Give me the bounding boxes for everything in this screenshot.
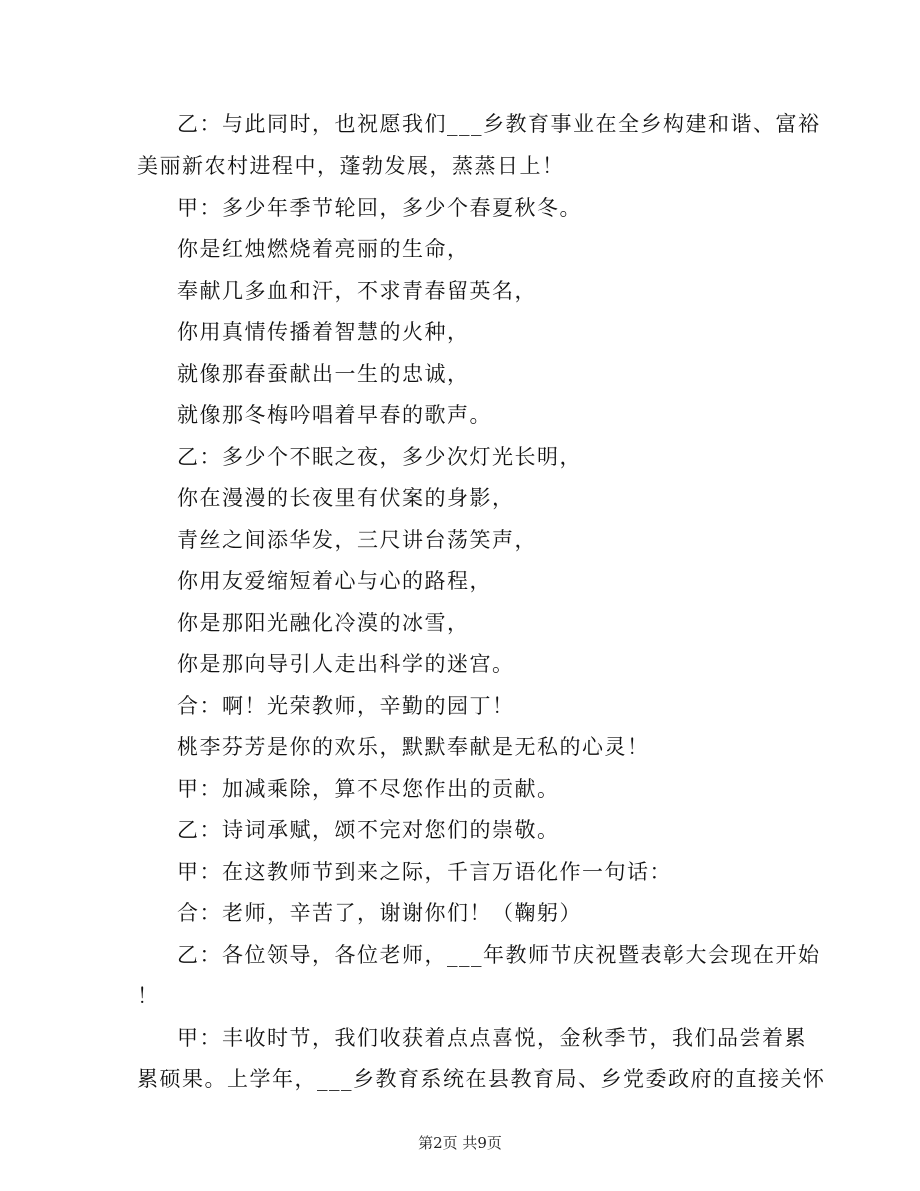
- text-line: 就像那春蚕献出一生的忠诚，: [177, 362, 470, 386]
- text-line: 乙：多少个不眠之夜，多少次灯光长明，: [177, 445, 582, 469]
- text-line: 你用真情传播着智慧的火种，: [177, 320, 470, 344]
- text-line: 甲：多少年季节轮回，多少个春夏秋冬。: [177, 196, 582, 220]
- text-line: 奉献几多血和汗，不求青春留英名，: [177, 279, 537, 303]
- text-line: 你在漫漫的长夜里有伏案的身影，: [177, 486, 515, 510]
- text-line: 美丽新农村进程中，蓬勃发展，蒸蒸日上！: [137, 154, 565, 178]
- text-line: 乙：与此同时，也祝愿我们___乡教育事业在全乡构建和谐、富裕: [177, 112, 821, 136]
- text-line: 甲：在这教师节到来之际，千言万语化作一句话：: [177, 860, 672, 884]
- text-line: 你是红烛燃烧着亮丽的生命，: [177, 237, 470, 261]
- text-line: 合：啊！光荣教师，辛勤的园丁！: [177, 694, 515, 718]
- text-line: 你用友爱缩短着心与心的路程，: [177, 569, 492, 593]
- text-line: ！: [137, 984, 160, 1008]
- text-line: 桃李芬芳是你的欢乐，默默奉献是无私的心灵！: [177, 735, 650, 759]
- text-line: 乙：各位领导，各位老师，___年教师节庆祝暨表彰大会现在开始: [177, 943, 821, 967]
- text-line: 甲：加减乘除，算不尽您作出的贡献。: [177, 777, 560, 801]
- text-line: 就像那冬梅吟唱着早春的歌声。: [177, 403, 492, 427]
- text-line: 你是那向导引人走出科学的迷宫。: [177, 652, 515, 676]
- text-line: 乙：诗词承赋，颂不完对您们的崇敬。: [177, 818, 560, 842]
- page-indicator: 第2页 共9页: [418, 1134, 502, 1152]
- text-line: 累硕果。上学年，___乡教育系统在县教育局、乡党委政府的直接关怀: [137, 1067, 826, 1091]
- text-line: 合：老师，辛苦了，谢谢你们！（鞠躬）: [177, 901, 582, 925]
- text-line: 青丝之间添华发，三尺讲台荡笑声，: [177, 528, 537, 552]
- text-line: 你是那阳光融化冷漠的冰雪，: [177, 611, 470, 635]
- text-line: 甲：丰收时节，我们收获着点点喜悦，金秋季节，我们品尝着累: [177, 1026, 807, 1050]
